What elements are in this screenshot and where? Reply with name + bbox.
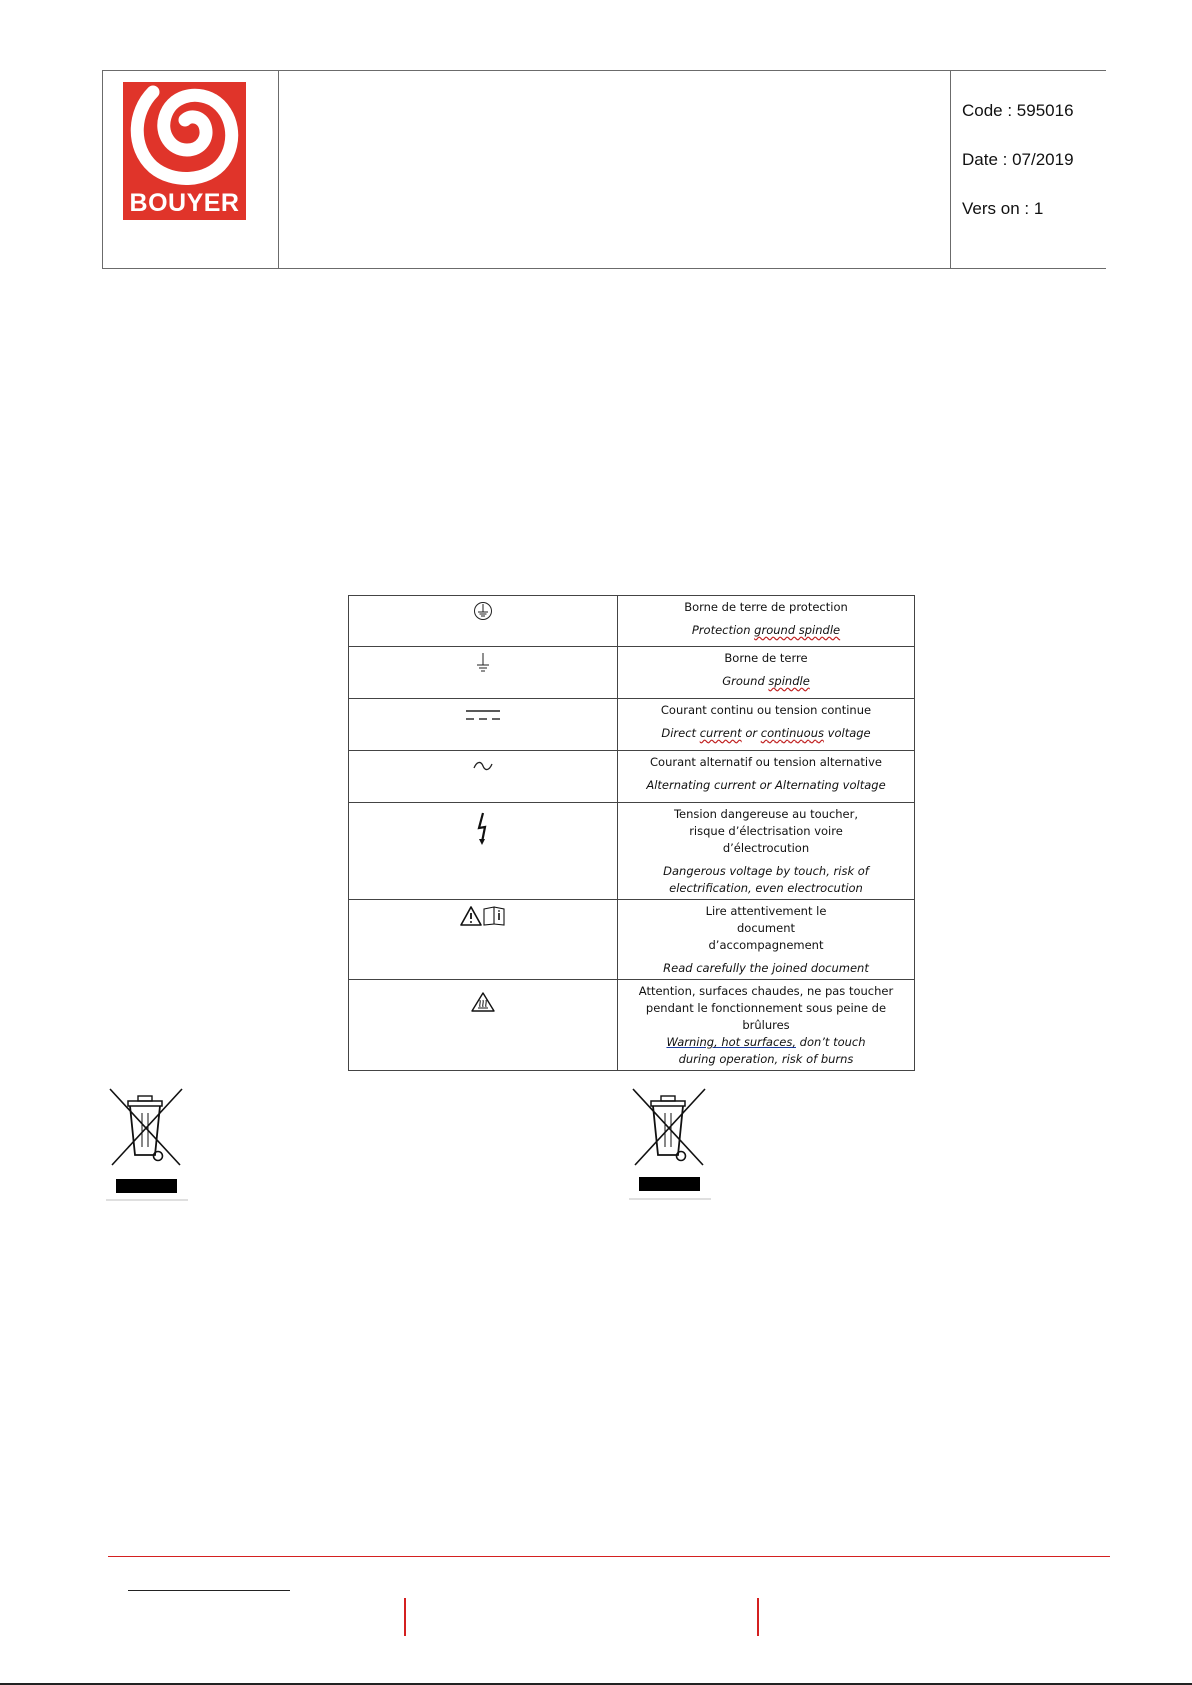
table-row — [349, 900, 915, 980]
document-code: Code : 595016 — [962, 101, 1074, 120]
header-top-border — [102, 70, 1106, 71]
footer-column-divider-2 — [757, 1598, 759, 1636]
symbol-label-fr: Courant continu ou tension continue — [660, 703, 872, 717]
footnote-separator — [128, 1590, 290, 1591]
table-row — [349, 647, 915, 699]
footer-column-divider-1 — [404, 1598, 406, 1636]
warning-read-manual-icon — [460, 905, 506, 927]
table-row — [349, 980, 915, 1071]
symbol-label-en-part: Read carefully the joined document — [663, 961, 869, 975]
symbol-label-en-part: Direct — [661, 726, 700, 740]
protective-earth-icon — [473, 601, 493, 621]
symbol-label-en-part: don’t touch during operation, risk of burns — [678, 1035, 866, 1066]
crossed-out-bin-icon — [627, 1083, 711, 1202]
spiral-logo-icon — [123, 82, 246, 192]
lightning-bolt-icon — [476, 812, 490, 846]
symbol-label-en-part: spindle — [768, 674, 810, 688]
table-row — [349, 803, 915, 900]
symbol-label-fr: Tension dangereuse au toucher, risque d’électrisation voire d’électrocution — [673, 807, 859, 855]
alternating-current-icon — [472, 760, 494, 772]
symbol-label-fr: Attention, surfaces chaudes, ne pas toucher pendant le fonctionnement sous peine de brûlures — [638, 984, 894, 1032]
header-left-border — [102, 70, 103, 269]
symbol-label-en — [622, 960, 910, 977]
bouyer-logo — [123, 82, 246, 220]
direct-current-icon — [465, 708, 501, 722]
earth-ground-icon — [473, 652, 493, 674]
symbol-label-en-part: Warning, hot surfaces, — [666, 1035, 796, 1049]
logo-wordmark: BOUYER — [129, 189, 240, 217]
symbol-label-en — [622, 1034, 910, 1068]
document-version: Vers on : 1 — [962, 199, 1044, 218]
table-row — [349, 751, 915, 803]
header-divider-1 — [278, 70, 279, 269]
symbol-label-fr: Borne de terre de protection — [684, 600, 848, 614]
symbol-label-en — [622, 863, 910, 897]
footer-red-rule — [108, 1556, 1110, 1557]
crossed-out-bin-icon — [104, 1083, 188, 1202]
symbol-label-en-part: Protection — [691, 623, 755, 637]
weee-symbol-right — [627, 1083, 711, 1202]
symbol-label-en — [622, 622, 910, 639]
document-date: Date : 07/2019 — [962, 150, 1074, 169]
symbol-label-en — [622, 725, 910, 742]
symbol-label-fr: Courant alternatif ou tension alternative — [650, 755, 882, 769]
symbol-label-en-part: or — [741, 726, 761, 740]
symbol-label-en-part: Dangerous voltage by touch, risk of electrification, even electrocution — [663, 864, 869, 895]
table-row — [349, 596, 915, 647]
symbols-table — [348, 595, 915, 1071]
weee-symbol-left — [104, 1083, 188, 1202]
table-row — [349, 699, 915, 751]
header-bottom-border — [102, 268, 1106, 269]
symbol-label-en — [622, 673, 910, 690]
symbol-label-fr: Borne de terre — [724, 651, 808, 665]
hot-surface-warning-icon — [471, 992, 495, 1012]
symbol-label-en — [622, 777, 910, 794]
symbol-label-en-part: ground spindle — [754, 623, 841, 637]
symbol-label-en-part: Alternating current or Alternating voltage — [646, 778, 886, 792]
symbol-label-fr: Lire attentivement le document d’accompagnement — [705, 904, 827, 952]
symbol-label-en-part: voltage — [824, 726, 871, 740]
symbol-label-en-part: continuous — [760, 726, 824, 740]
symbol-label-en-part: current — [699, 726, 742, 740]
symbol-label-en-part: Ground — [722, 674, 769, 688]
header-divider-2 — [950, 70, 951, 269]
